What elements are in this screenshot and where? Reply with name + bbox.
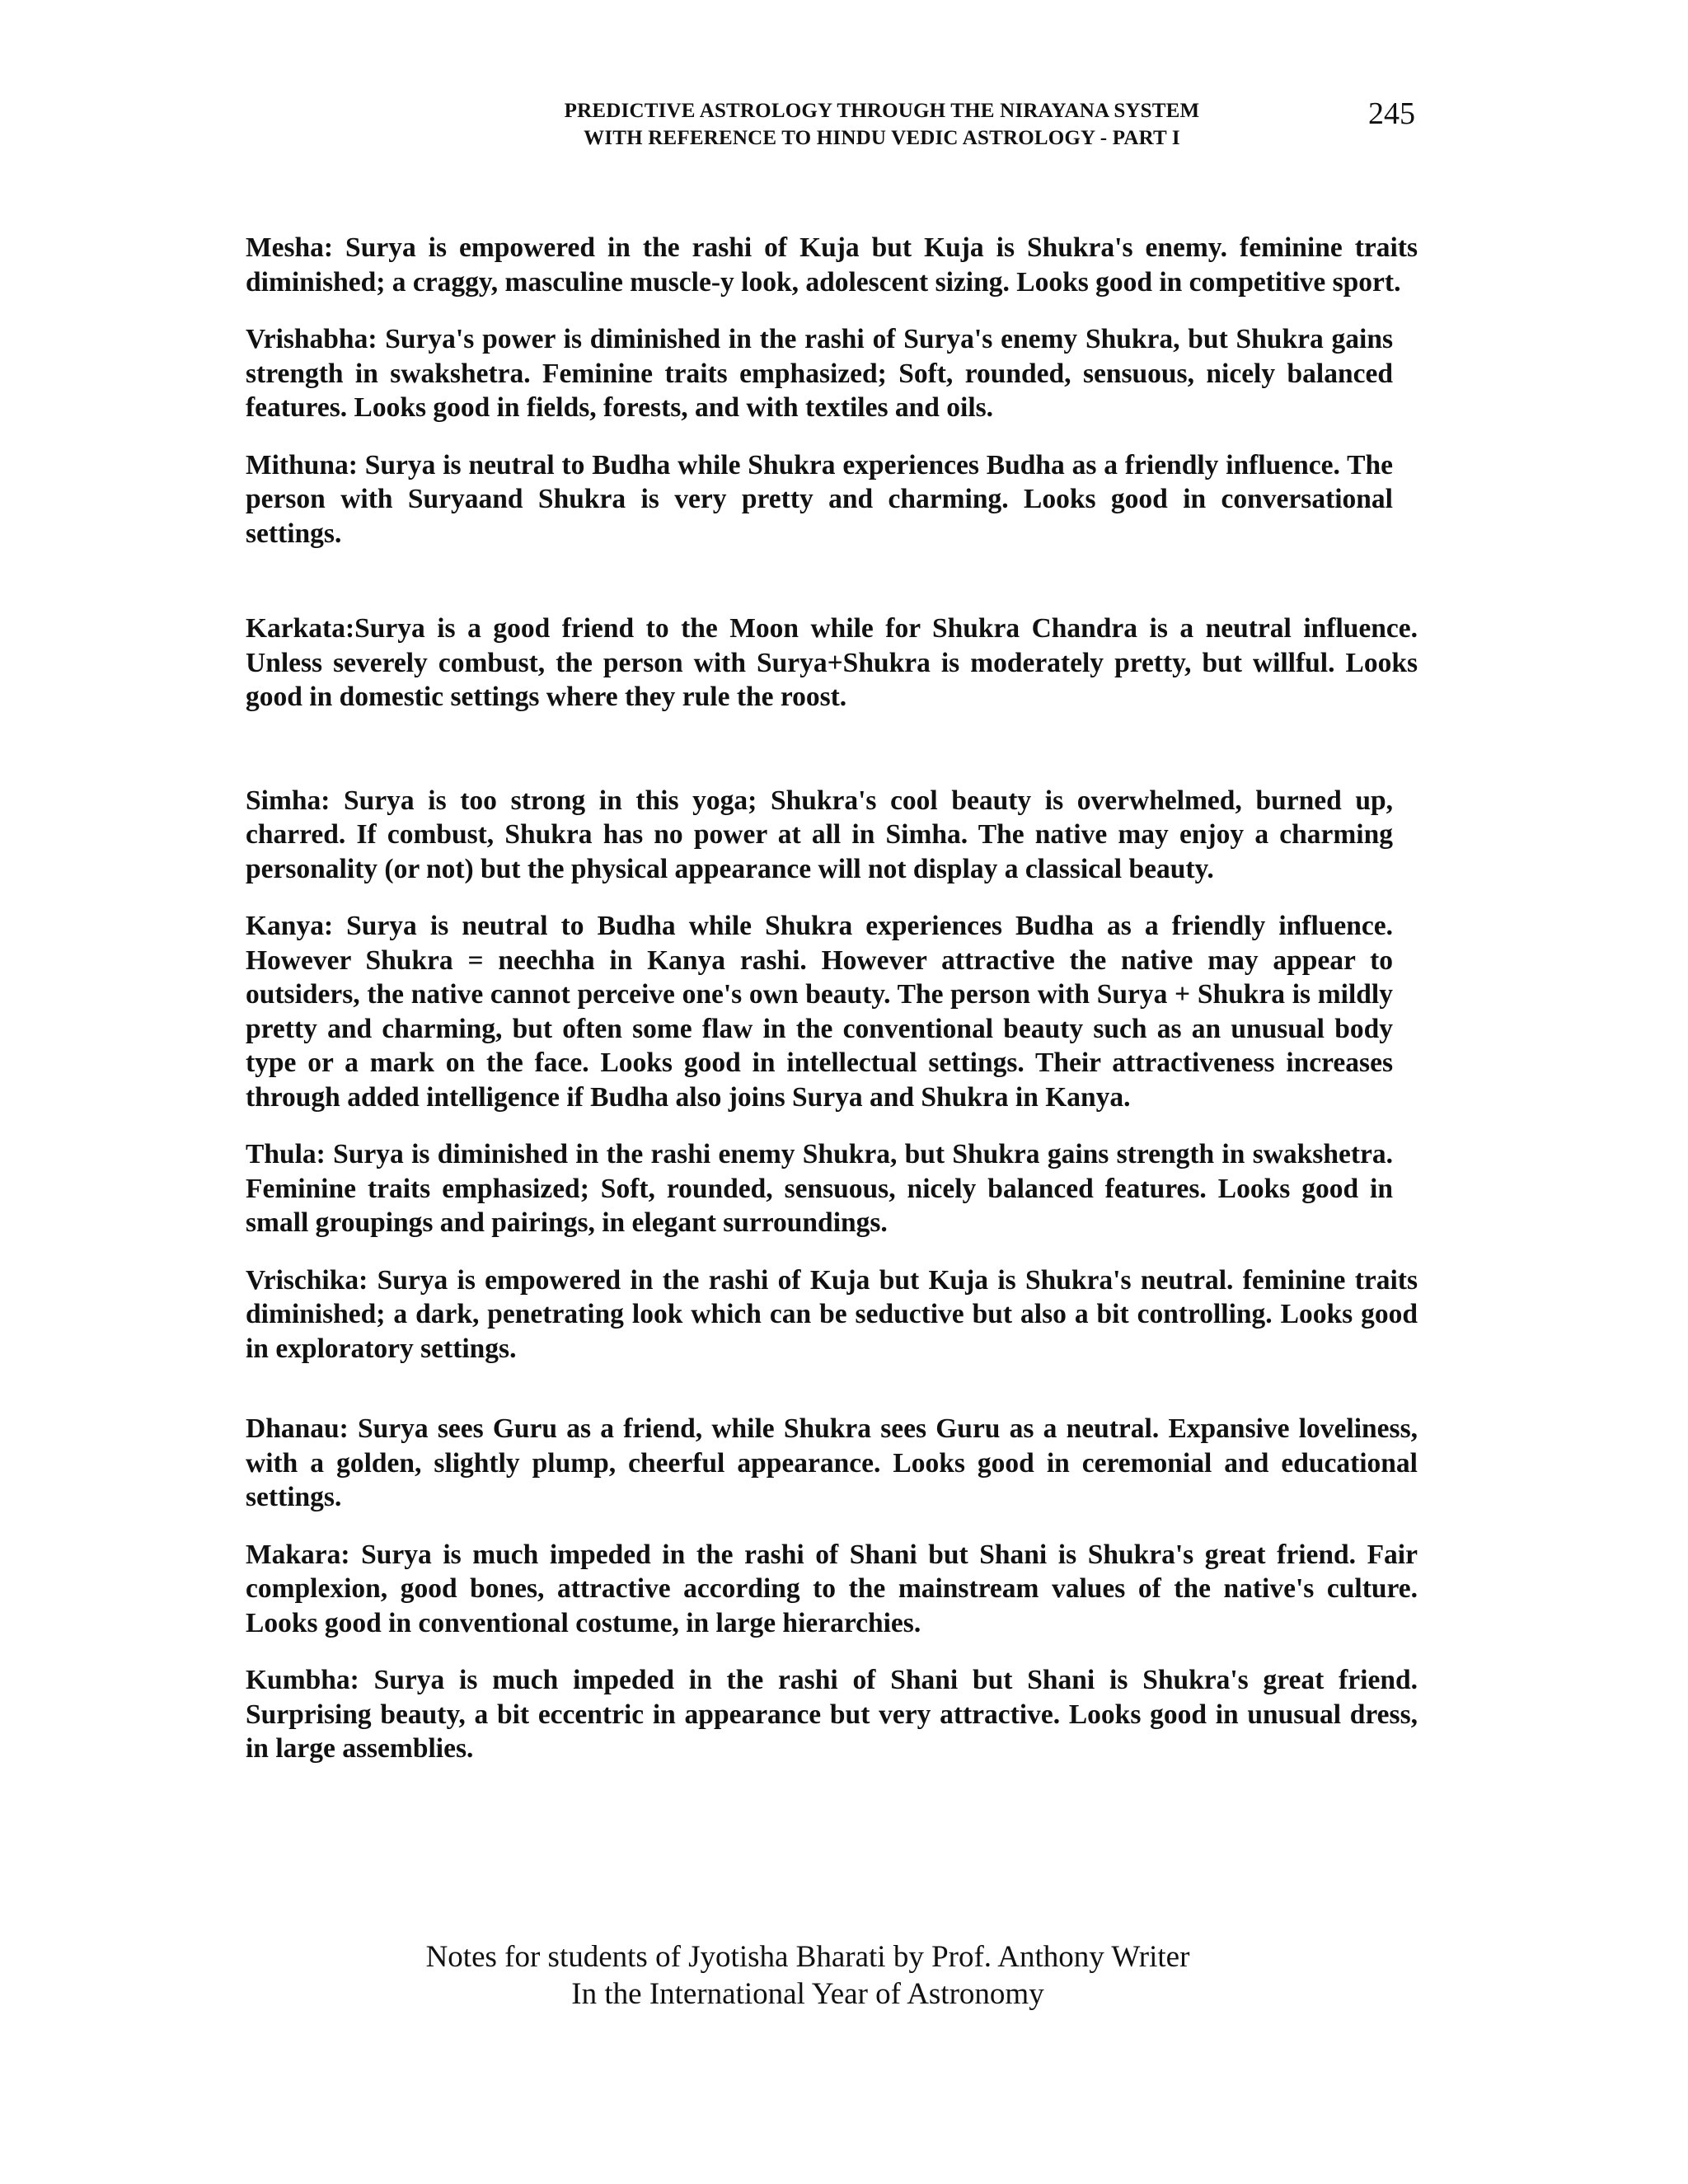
paragraph-simha: Simha: Surya is too strong in this yoga; Shukra's cool beauty is overwhelmed, burned up, charred. If combust, Shukra has no power at all in Simha. The native may enjoy a charming personality (or not) but the physical appearance will not display a classical beauty. xyxy=(246,785,1393,884)
paragraph-mithuna: Mithuna: Surya is neutral to Budha while Shukra experiences Budha as a friendly influence. The person with Suryaand Shukra is very pretty and charming. Looks good in conversational settings. xyxy=(246,449,1393,549)
running-header xyxy=(346,97,1418,152)
paragraph-vrischika: Vrischika: Surya is empowered in the rashi of Kuja but Kuja is Shukra's neutral. feminine traits diminished; a dark, penetrating look which can be seductive but also a bit controlling. Looks good in exploratory settings. xyxy=(246,1264,1418,1364)
paragraph-thula: Thula: Surya is diminished in the rashi enemy Shukra, but Shukra gains strength in swakshetra. Feminine traits emphasized; Soft, rounded, sensuous, nicely balanced features. Looks good in small groupings and pairings, in elegant surroundings. xyxy=(246,1139,1393,1238)
header-line-2: WITH REFERENCE TO HINDU VEDIC ASTROLOGY - PART I xyxy=(584,127,1180,149)
paragraph-kanya: Kanya: Surya is neutral to Budha while Shukra experiences Budha as a friendly influence. However Shukra = neechha in Kanya rashi. However attractive the native may appear to outsiders, the native cannot perceive one's own beauty. The person with Surya + Shukra is mildly pretty and charming, but often some flaw in the conventional beauty such as an unusual body type or a mark on the face. Looks good in intellectual settings. Their attractiveness increases through added intelligence if Budha also joins Surya and Shukra in Kanya. xyxy=(246,911,1393,1113)
page-footer xyxy=(272,1938,1343,2013)
footer-line-2: In the International Year of Astronomy xyxy=(571,1977,1044,2011)
paragraph-karkata: Karkata:Surya is a good friend to the Moon while for Shukra Chandra is a neutral influence. Unless severely combust, the person with Surya+Shukra is moderately pretty, but willful. Looks good in domestic settings where they rule the roost. xyxy=(246,613,1418,712)
paragraph-vrishabha: Vrishabha: Surya's power is diminished in the rashi of Surya's enemy Shukra, but Shukra gains strength in swakshetra. Feminine traits emphasized; Soft, rounded, sensuous, nicely balanced features. Looks good in fields, forests, and with textiles and oils. xyxy=(246,324,1393,423)
body-text xyxy=(246,231,1418,1789)
page-number: 245 xyxy=(1368,96,1415,131)
paragraph-mesha: Mesha: Surya is empowered in the rashi of Kuja but Kuja is Shukra's enemy. feminine traits diminished; a craggy, masculine muscle-y look, adolescent sizing. Looks good in competitive sport. xyxy=(246,232,1418,298)
paragraph-dhanau: Dhanau: Surya sees Guru as a friend, while Shukra sees Guru as a neutral. Expansive loveliness, with a golden, slightly plump, cheerful appearance. Looks good in ceremonial and educational settings. xyxy=(246,1413,1418,1512)
footer-line-1: Notes for students of Jyotisha Bharati by Prof. Anthony Writer xyxy=(425,1940,1190,1974)
paragraph-kumbha: Kumbha: Surya is much impeded in the rashi of Shani but Shani is Shukra's great friend. Surprising beauty, a bit eccentric in appearance but very attractive. Looks good in unusual dress, in large assemblies. xyxy=(246,1665,1418,1764)
paragraph-makara: Makara: Surya is much impeded in the rashi of Shani but Shani is Shukra's great friend. Fair complexion, good bones, attractive according to the mainstream values of the native's culture. Looks good in conventional costume, in large hierarchies. xyxy=(246,1539,1418,1638)
header-line-1: PREDICTIVE ASTROLOGY THROUGH THE NIRAYANA SYSTEM xyxy=(564,100,1200,122)
